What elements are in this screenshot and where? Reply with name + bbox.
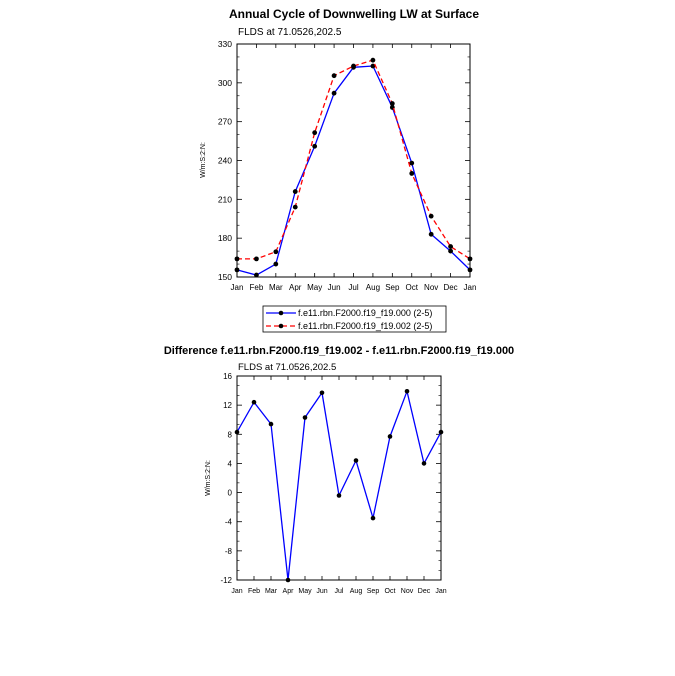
x-tick-label: Jan [463, 283, 477, 292]
x-tick-label: Feb [247, 588, 261, 595]
legend-label-000: f.e11.rbn.F2000.f19_f19.000 (2-5) [298, 308, 433, 318]
data-point [422, 461, 427, 466]
y-tick-label: 330 [217, 39, 232, 49]
y-tick-label: -12 [220, 576, 232, 585]
series-line-0 [237, 391, 441, 580]
data-point [273, 249, 278, 254]
data-point [269, 422, 274, 427]
y-tick-label: 240 [217, 155, 232, 166]
x-tick-label: Jul [348, 283, 359, 292]
x-tick-label: Nov [424, 283, 439, 292]
y-tick-label: 16 [223, 372, 232, 381]
chart-subtitle: FLDS at 71.0526,202.5 [238, 362, 337, 373]
chart-marks [218, 39, 477, 292]
data-point [351, 64, 356, 69]
data-point [388, 434, 393, 439]
series-line-1 [237, 60, 470, 259]
x-tick-label: Aug [365, 283, 381, 292]
x-tick-label: Jan [435, 588, 447, 595]
y-tick-label: 0 [227, 488, 232, 498]
data-point [409, 161, 414, 166]
data-point [448, 249, 453, 254]
x-tick-label: Jul [334, 588, 344, 595]
legend [263, 306, 446, 332]
data-point [320, 390, 325, 395]
data-point [429, 214, 434, 219]
legend-marker-000 [279, 311, 284, 316]
y-tick-label: 12 [223, 401, 232, 411]
x-tick-label: Sep [385, 283, 400, 292]
x-tick-label: Mar [264, 588, 278, 595]
legend-label-002: f.e11.rbn.F2000.f19_f19.002 (2-5) [298, 321, 433, 331]
x-tick-label: Apr [282, 588, 294, 595]
y-tick-label: 4 [227, 459, 232, 469]
x-tick-label: Sep [366, 588, 380, 595]
data-point [448, 244, 453, 249]
data-point [254, 256, 259, 261]
data-point [371, 58, 376, 63]
data-point [332, 91, 337, 96]
y-tick-label: 270 [217, 116, 232, 127]
data-point [312, 144, 317, 149]
data-point [312, 130, 317, 135]
y-axis-label: W/m:S:2:N: [205, 460, 212, 496]
y-tick-label: 210 [217, 194, 232, 205]
data-point [409, 171, 414, 176]
x-tick-label: Jun [316, 588, 328, 595]
x-tick-label: Apr [289, 283, 302, 292]
data-point [354, 458, 359, 463]
x-tick-label: Mar [268, 283, 283, 292]
x-tick-label: Feb [249, 283, 264, 292]
y-tick-label: 300 [217, 77, 232, 88]
annual-cycle-chart [200, 7, 479, 332]
data-point [371, 516, 376, 521]
x-tick-label: Dec [443, 283, 458, 292]
x-tick-label: Dec [417, 588, 431, 595]
y-tick-label: -4 [224, 517, 232, 527]
data-point [293, 205, 298, 210]
chart-title: Difference f.e11.rbn.F2000.f19_f19.002 - f.e11.rbn.F2000.f19_f19.000 [163, 345, 515, 357]
y-tick-label: -8 [224, 546, 232, 556]
data-point [303, 415, 308, 420]
data-point [252, 400, 257, 405]
y-tick-label: 150 [217, 272, 232, 282]
chart-marks [220, 372, 446, 595]
data-point [332, 73, 337, 78]
difference-chart [164, 345, 514, 595]
x-tick-label: Aug [349, 588, 363, 595]
series-line-0 [237, 66, 470, 275]
x-tick-label: Jan [231, 588, 243, 595]
x-tick-label: Nov [400, 588, 414, 595]
x-tick-label: May [307, 283, 323, 292]
x-tick-label: Jan [230, 283, 244, 292]
x-tick-label: Jun [327, 283, 341, 292]
chart-title: Annual Cycle of Downwelling LW at Surface [228, 7, 480, 21]
data-point [337, 493, 342, 498]
x-tick-label: May [298, 588, 312, 595]
plot-frame [237, 44, 470, 277]
data-point [273, 262, 278, 267]
x-tick-label: Oct [405, 283, 418, 292]
legend-marker-002 [279, 324, 284, 329]
chart-subtitle: FLDS at 71.0526,202.5 [238, 27, 342, 38]
y-axis-label: W/m:S:2:N: [200, 142, 207, 178]
y-tick-label: 8 [227, 430, 232, 440]
data-point [293, 189, 298, 194]
y-tick-label: 180 [217, 233, 232, 244]
x-tick-label: Oct [384, 588, 396, 595]
data-point [390, 101, 395, 106]
data-point [405, 389, 410, 394]
data-point [429, 232, 434, 237]
